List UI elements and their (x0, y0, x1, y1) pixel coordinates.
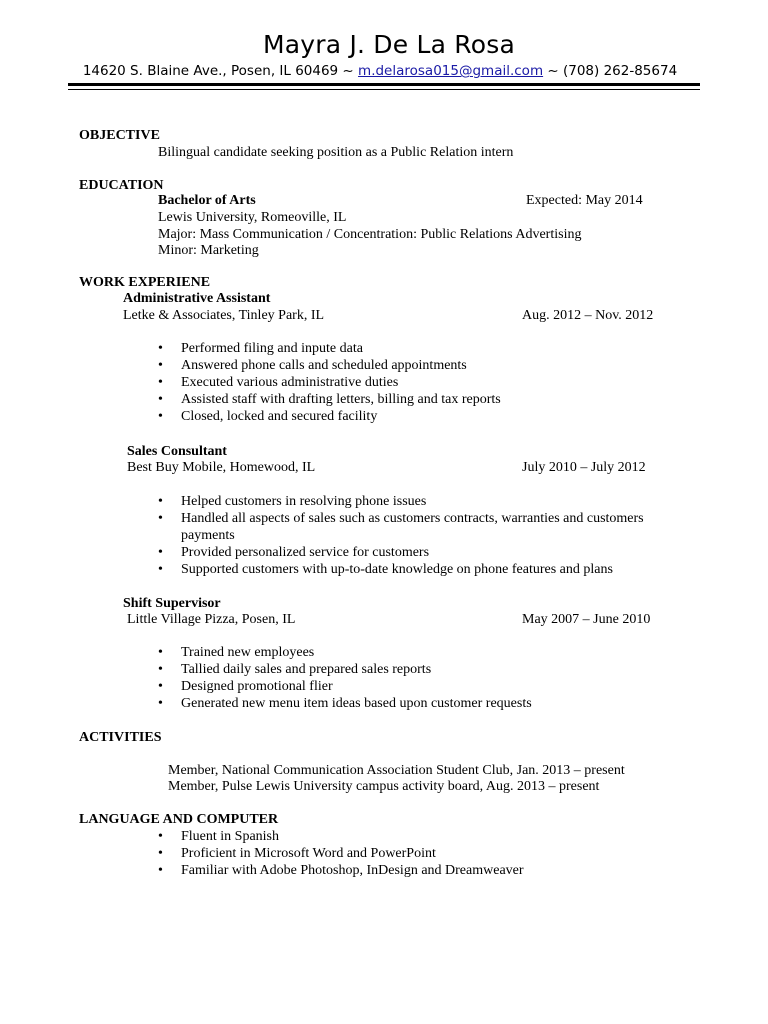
address-text: 14620 S. Blaine Ave., Posen, IL 60469 ~ (82, 63, 359, 79)
duty-item-continued: payments (181, 528, 235, 543)
skill-item: • Fluent in Spanish (158, 828, 524, 845)
job-company: Best Buy Mobile, Homewood, IL (127, 460, 316, 475)
duty-item: • Performed filing and inpute data (158, 340, 501, 357)
degree-expected: Expected: May 2014 (526, 193, 643, 208)
minor-text: Minor: Marketing (158, 243, 259, 258)
job-company: Letke & Associates, Tinley Park, IL (123, 308, 325, 323)
job-company: Little Village Pizza, Posen, IL (127, 612, 296, 627)
duty-item: • Helped customers in resolving phone issues (158, 493, 644, 510)
major-text: Major: Mass Communication / Concentration: Public Relations Advertising (158, 227, 582, 242)
skill-item: • Proficient in Microsoft Word and PowerPoint (158, 845, 524, 862)
activity-item: Member, National Communication Association Student Club, Jan. 2013 – present (168, 763, 625, 778)
objective-text: Bilingual candidate seeking position as a Public Relation intern (158, 145, 514, 160)
job-duties-list (158, 644, 532, 712)
duty-item: • Trained new employees (158, 644, 532, 661)
duty-item: • Answered phone calls and scheduled appointments (158, 357, 501, 374)
job-dates: May 2007 – June 2010 (522, 612, 651, 627)
duty-item: • Tallied daily sales and prepared sales reports (158, 661, 532, 678)
job-title: Sales Consultant (127, 444, 227, 459)
degree-title: Bachelor of Arts (158, 193, 256, 208)
duty-item: • Closed, locked and secured facility (158, 408, 501, 425)
duty-item: • Supported customers with up-to-date knowledge on phone features and plans (158, 561, 644, 578)
duty-item: • Generated new menu item ideas based upon customer requests (158, 695, 532, 712)
education-heading: EDUCATION (79, 178, 164, 193)
duty-item: • Designed promotional flier (158, 678, 532, 695)
job-title: Shift Supervisor (123, 596, 221, 611)
skills-list (158, 828, 524, 879)
duty-item: • Assisted staff with drafting letters, billing and tax reports (158, 391, 501, 408)
activities-heading: ACTIVITIES (79, 730, 162, 745)
job-duties-list (158, 340, 501, 425)
job-title: Administrative Assistant (123, 291, 271, 306)
skills-heading: LANGUAGE AND COMPUTER (79, 812, 279, 827)
header-rule-thin (68, 89, 700, 90)
job-dates: July 2010 – July 2012 (522, 460, 646, 475)
phone-text: ~ (708) 262-85674 (543, 63, 678, 79)
skill-item: • Familiar with Adobe Photoshop, InDesign and Dreamweaver (158, 862, 524, 879)
duty-item: • Executed various administrative duties (158, 374, 501, 391)
objective-heading: OBJECTIVE (79, 128, 160, 143)
email-link[interactable]: m.delarosa015@gmail.com (358, 63, 544, 79)
job-duties-list (158, 493, 644, 578)
duty-item: • Handled all aspects of sales such as customers contracts, warranties and customers (158, 510, 644, 527)
duty-item: • Provided personalized service for customers (158, 544, 644, 561)
job-dates: Aug. 2012 – Nov. 2012 (522, 308, 654, 323)
school-name: Lewis University, Romeoville, IL (158, 210, 347, 225)
work-heading: WORK EXPERIENE (79, 275, 211, 290)
header-rule-thick (68, 83, 700, 86)
contact-line (0, 63, 760, 80)
candidate-name: Mayra J. De La Rosa (263, 30, 515, 59)
activity-item: Member, Pulse Lewis University campus activity board, Aug. 2013 – present (168, 779, 600, 794)
